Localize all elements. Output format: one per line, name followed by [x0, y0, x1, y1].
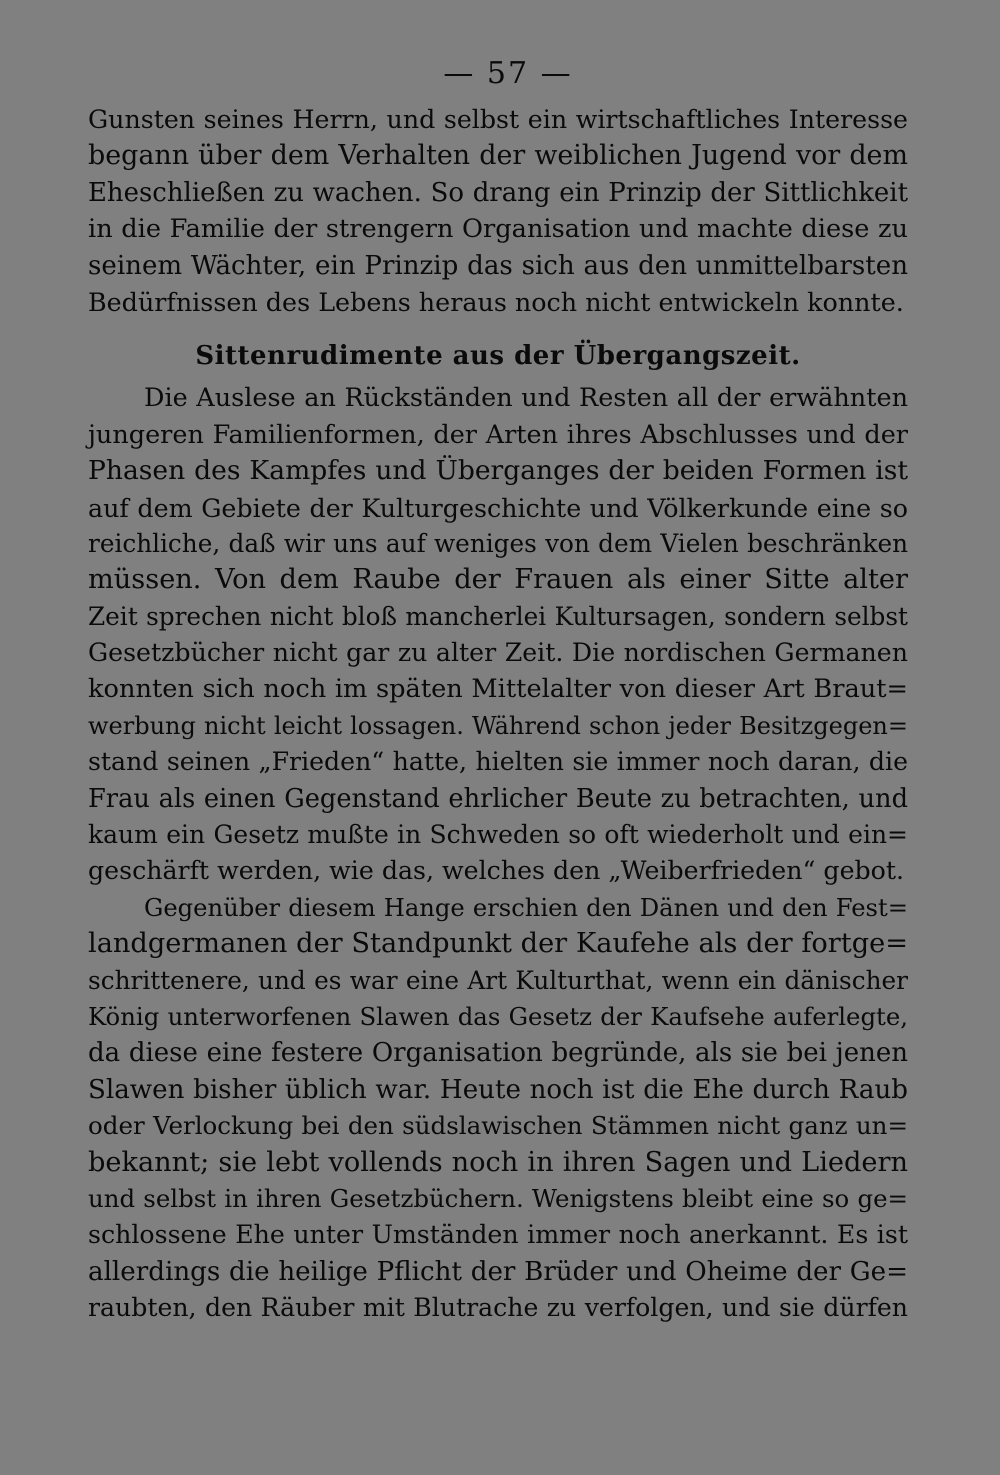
text-line: auf dem Gebiete der Kulturgeschichte und Völkerkunde eine so — [88, 492, 908, 523]
text-line: seinem Wächter, ein Prinzip das sich aus den unmittelbarsten — [88, 250, 908, 281]
text-line: Phasen des Kampfes und Überganges der beiden Formen ist — [88, 455, 908, 487]
paragraph-2 — [88, 380, 908, 889]
text-line: landgermanen der Standpunkt der Kaufehe als der fortge= — [88, 928, 908, 960]
text-line: Die Auslese an Rückständen und Resten all der erwähnten — [144, 383, 908, 414]
text-line: in die Familie der strengern Organisation und machte diese zu — [88, 214, 908, 245]
text-line: reichliche, daß wir uns auf weniges von dem Vielen beschränken — [88, 528, 908, 558]
text-line: König unterworfenen Slawen das Gesetz der Kaufsehe auferlegte, — [88, 1001, 908, 1031]
text-line: Gesetzbücher nicht gar zu alter Zeit. Die nordischen Germanen — [88, 638, 908, 668]
text-line: Slawen bisher üblich war. Heute noch ist die Ehe durch Raub — [88, 1074, 908, 1105]
text-line: raubten, den Räuber mit Blutrache zu verfolgen, und sie dürfen — [88, 1293, 908, 1323]
text-line: schlossene Ehe unter Umständen immer noch anerkannt. Es ist — [88, 1220, 908, 1250]
page-number: — 57 — — [443, 56, 573, 91]
text-line: Bedürfnissen des Lebens heraus noch nicht entwickeln konnte. — [88, 286, 904, 317]
text-line: allerdings die heilige Pflicht der Brüder und Oheime der Ge= — [88, 1256, 908, 1287]
text-line: Gegenüber diesem Hange erschien den Dänen und den Fest= — [144, 893, 908, 922]
text-line: bekannt; sie lebt vollends noch in ihren Sagen und Liedern — [88, 1146, 908, 1178]
text-line: oder Verlockung bei den südslawischen Stämmen nicht ganz un= — [88, 1111, 908, 1141]
book-page — [88, 52, 908, 1327]
section-heading: Sittenrudimente aus der Übergangszeit. — [195, 341, 801, 372]
text-line: Eheschließen zu wachen. So drang ein Prinzip der Sittlichkeit — [88, 177, 908, 208]
text-line: müssen. Von dem Raube der Frauen als einer Sitte alter — [88, 564, 908, 596]
text-line: konnten sich noch im späten Mittelalter von dieser Art Braut= — [88, 674, 908, 705]
text-line: Gunsten seines Herrn, und selbst ein wirtschaftliches Interesse — [88, 105, 908, 134]
text-line: schrittenere, und es war eine Art Kulturthat, wenn ein dänischer — [88, 965, 908, 995]
text-line: jungeren Familienformen, der Arten ihres Abschlusses und der — [88, 419, 908, 450]
text-line: begann über dem Verhalten der weiblichen Jugend vor dem — [88, 140, 908, 172]
text-line: werbung nicht leicht lossagen. Während schon jeder Besitzgegen= — [88, 711, 908, 740]
text-line: kaum ein Gesetz mußte in Schweden so oft wiederholt und ein= — [88, 820, 908, 850]
text-line: Frau als einen Gegenstand ehrlicher Beute zu betrachten, und — [88, 783, 908, 814]
text-line: und selbst in ihren Gesetzbüchern. Wenigstens bleibt eine so ge= — [88, 1183, 908, 1213]
paragraph-3 — [88, 890, 908, 1327]
paragraph-1 — [88, 102, 908, 320]
text-line: da diese eine festere Organisation begründe, als sie bei jenen — [88, 1038, 908, 1069]
text-line: stand seinen „Frieden“ hatte, hielten sie immer noch daran, die — [88, 747, 908, 777]
text-line: Zeit sprechen nicht bloß mancherlei Kultursagen, sondern selbst — [88, 601, 908, 631]
text-line: geschärft werden, wie das, welches den „Weiberfrieden“ gebot. — [88, 856, 905, 886]
